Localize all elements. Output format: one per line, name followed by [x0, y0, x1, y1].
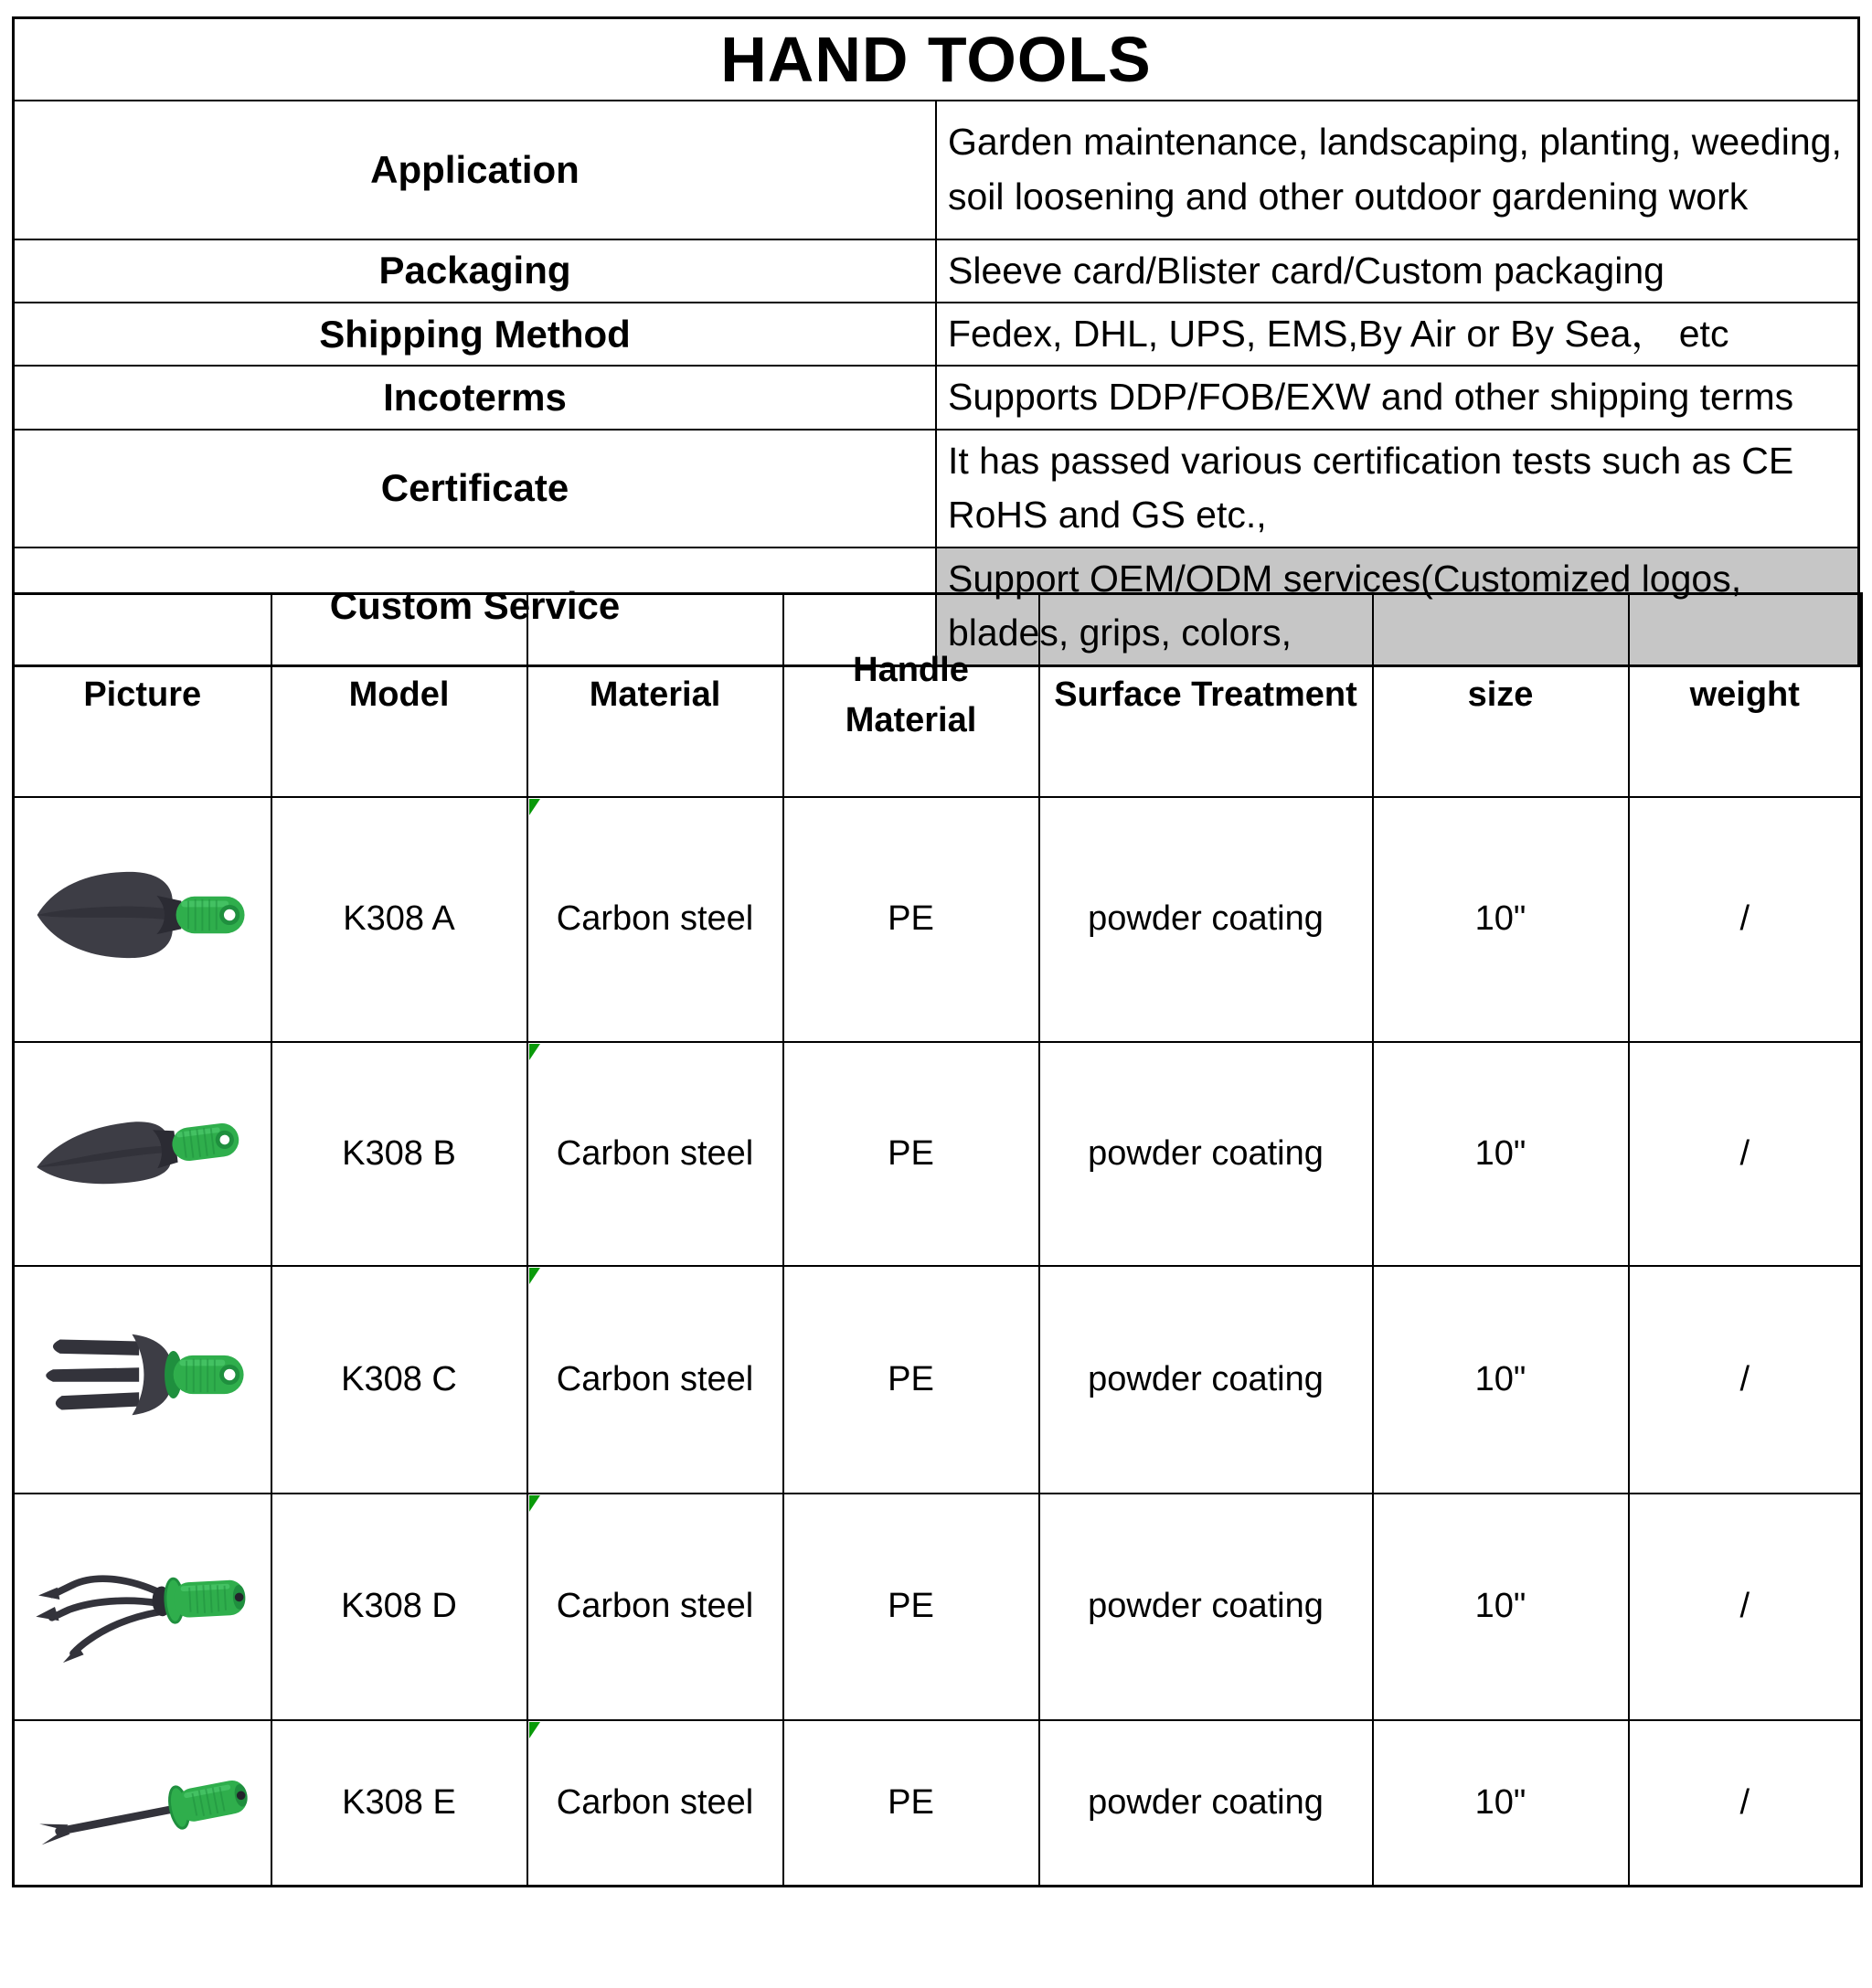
- cell-surface-treatment: powder coating: [1039, 797, 1373, 1042]
- comment-marker-icon: [529, 1268, 540, 1284]
- product-picture: [14, 1720, 271, 1887]
- col-header-model: Model: [271, 594, 527, 797]
- col-header-handle-material: Handle Material: [783, 594, 1039, 797]
- table-row: [14, 1720, 1862, 1887]
- table-row: [14, 797, 1862, 1042]
- cell-handle-material: PE: [783, 1720, 1039, 1887]
- fork-icon: [16, 1304, 269, 1454]
- cell-handle-material: PE: [783, 1042, 1039, 1266]
- comment-marker-icon: [529, 799, 540, 815]
- cell-weight: /: [1629, 1494, 1862, 1720]
- spec-row-value: It has passed various certification tests such as CE RoHS and GS etc.,: [936, 430, 1859, 547]
- spec-row-label: Incoterms: [14, 366, 937, 429]
- product-picture: [14, 1042, 271, 1266]
- cell-weight: /: [1629, 1042, 1862, 1266]
- table-row: [14, 1494, 1862, 1720]
- spec-row: [14, 366, 1859, 429]
- cell-material: [527, 1494, 783, 1720]
- col-header-picture: Picture: [14, 594, 271, 797]
- col-header-size: size: [1373, 594, 1629, 797]
- spec-row-value: Supports DDP/FOB/EXW and other shipping terms: [936, 366, 1859, 429]
- cell-material-text: Carbon steel: [556, 1587, 754, 1625]
- table-row: [14, 1266, 1862, 1494]
- spec-row-value: Garden maintenance, landscaping, planting, weeding, soil loosening and other outdoor gardening work: [936, 101, 1859, 239]
- product-table: [12, 592, 1863, 1887]
- spec-row-label: Application: [14, 101, 937, 239]
- cell-weight: /: [1629, 1720, 1862, 1887]
- product-picture: [14, 797, 271, 1042]
- cell-size: 10": [1373, 1266, 1629, 1494]
- comment-marker-icon: [529, 1722, 540, 1738]
- cell-handle-material: PE: [783, 797, 1039, 1042]
- cell-weight: /: [1629, 1266, 1862, 1494]
- cell-handle-material: PE: [783, 1266, 1039, 1494]
- cell-material-text: Carbon steel: [556, 1782, 754, 1822]
- spec-row-value-highlighted: Support OEM/ODM services(Customized logos, blades, grips, colors,: [936, 547, 1859, 665]
- product-picture: [14, 1494, 271, 1720]
- comment-marker-icon: [529, 1044, 540, 1060]
- trowel-icon: [16, 845, 269, 994]
- cell-material: [527, 1720, 783, 1887]
- spec-row: [14, 430, 1859, 547]
- cell-model: K308 B: [271, 1042, 527, 1266]
- col-header-surface-treatment: Surface Treatment: [1039, 594, 1373, 797]
- cell-material-text: Carbon steel: [556, 1359, 754, 1398]
- spec-title-row: [14, 18, 1859, 101]
- spec-row: [14, 239, 1859, 303]
- spec-row-value: Sleeve card/Blister card/Custom packaging: [936, 239, 1859, 303]
- col-header-weight: weight: [1629, 594, 1862, 797]
- comment-marker-icon: [529, 1495, 540, 1512]
- cell-model: K308 C: [271, 1266, 527, 1494]
- cell-material: [527, 1042, 783, 1266]
- product-picture: [14, 1266, 271, 1494]
- cell-material: [527, 797, 783, 1042]
- cell-model: K308 A: [271, 797, 527, 1042]
- cultivator-icon: [16, 1532, 269, 1682]
- table-row: [14, 1042, 1862, 1266]
- cell-material-text: Carbon steel: [556, 1133, 754, 1173]
- cell-weight: /: [1629, 797, 1862, 1042]
- spec-row-label: Certificate: [14, 430, 937, 547]
- cell-surface-treatment: powder coating: [1039, 1720, 1373, 1887]
- cell-material-text: Carbon steel: [556, 899, 754, 938]
- spec-row-label: Custom Service: [14, 547, 937, 665]
- col-header-material: Material: [527, 594, 783, 797]
- spec-row-value: Fedex, DHL, UPS, EMS,By Air or By Sea， etc: [936, 303, 1859, 366]
- product-header-row: [14, 594, 1862, 797]
- cell-size: 10": [1373, 1042, 1629, 1266]
- spec-row: [14, 101, 1859, 239]
- cell-handle-material: PE: [783, 1494, 1039, 1720]
- page-title: HAND TOOLS: [14, 18, 1859, 101]
- weeder-icon: [16, 1734, 269, 1871]
- spec-table: [12, 16, 1860, 667]
- cell-surface-treatment: powder coating: [1039, 1494, 1373, 1720]
- spec-row-label: Shipping Method: [14, 303, 937, 366]
- cell-surface-treatment: powder coating: [1039, 1042, 1373, 1266]
- cell-surface-treatment: powder coating: [1039, 1266, 1373, 1494]
- cell-model: K308 E: [271, 1720, 527, 1887]
- spec-row: [14, 303, 1859, 366]
- spec-row-label: Packaging: [14, 239, 937, 303]
- cell-size: 10": [1373, 797, 1629, 1042]
- cell-size: 10": [1373, 1720, 1629, 1887]
- transplanter-icon: [16, 1079, 269, 1228]
- cell-material: [527, 1266, 783, 1494]
- cell-size: 10": [1373, 1494, 1629, 1720]
- cell-model: K308 D: [271, 1494, 527, 1720]
